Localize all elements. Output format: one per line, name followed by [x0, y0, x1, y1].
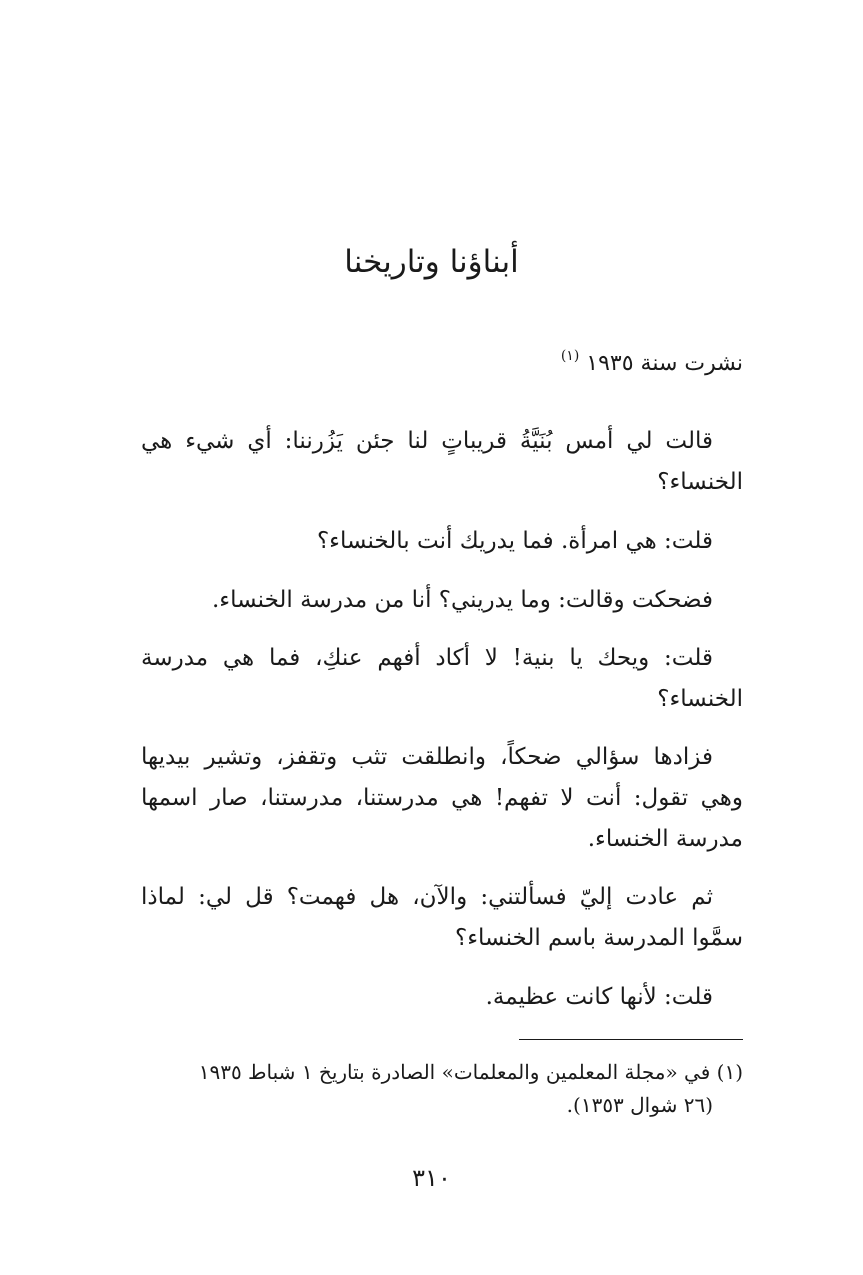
publication-note	[561, 348, 743, 376]
paragraph-3: فضحكت وقالت: وما يدريني؟ أنا من مدرسة الخنساء.	[211, 587, 713, 613]
page-number: ٣١٠	[412, 1164, 451, 1192]
footnote-separator	[519, 1039, 743, 1040]
footnote-line-2: (٢٦ شوال ١٣٥٣).	[566, 1093, 713, 1117]
footnote-line-1: (١) في «مجلة المعلمين والمعلمات» الصادرة بتاريخ ١ شباط ١٩٣٥	[198, 1060, 743, 1084]
chapter-title: أبناؤنا وتاريخنا	[344, 244, 519, 280]
publication-note-text: نشرت سنة ١٩٣٥	[586, 351, 743, 376]
footnote	[141, 1056, 743, 1122]
paragraph-7: قلت: لأنها كانت عظيمة.	[485, 984, 713, 1010]
paragraph-1: قالت لي أمس بُنَيَّةُ قريباتٍ لنا جئن يَزُرننا: أي شيء هي الخنساء؟	[141, 428, 743, 495]
paragraph-5: فزادها سؤالي ضحكاً، وانطلقت تثب وتقفز، وتشير بيديها وهي تقول: أنت لا تفهم! هي مدرستنا، مدرستنا، صار اسمها مدرسة الخنساء.	[141, 744, 743, 852]
paragraph-4: قلت: ويحك يا بنية! لا أكاد أفهم عنكِ، فما هي مدرسة الخنساء؟	[141, 645, 743, 712]
footnote-marker: (١)	[560, 348, 580, 364]
paragraph-2: قلت: هي امرأة. فما يدريك أنت بالخنساء؟	[316, 528, 713, 554]
paragraph-6: ثم عادت إليّ فسألتني: والآن، هل فهمت؟ قل لي: لماذا سمَّوا المدرسة باسم الخنساء؟	[141, 884, 743, 951]
